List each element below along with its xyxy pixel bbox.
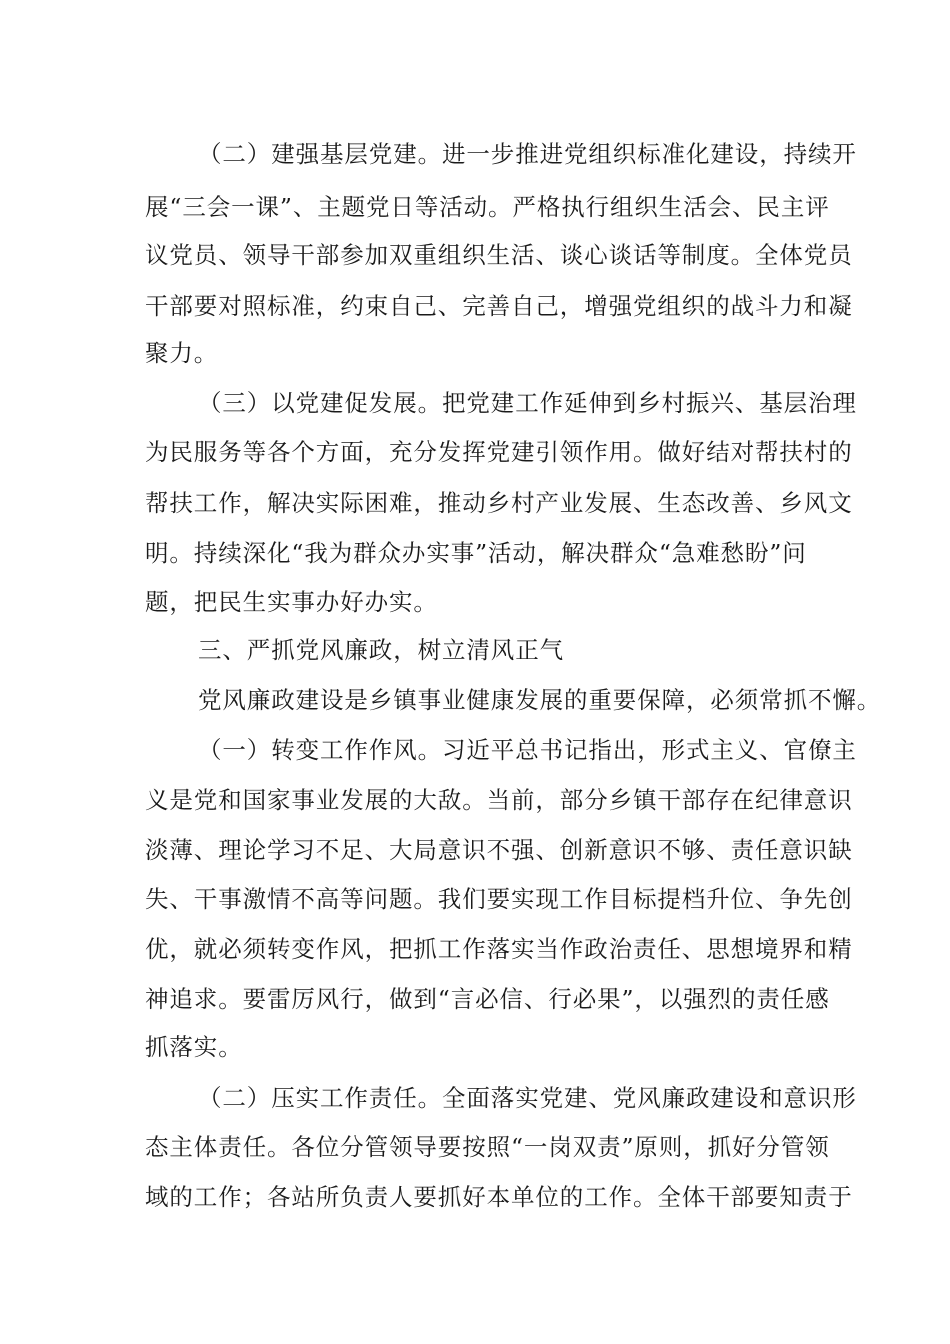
paragraph-line: （二）压实工作责任。全面落实党建、党风廉政建设和意识形	[198, 1084, 857, 1112]
paragraph-line: 明。持续深化“我为群众办实事”活动，解决群众“急难愁盼”问	[145, 539, 807, 567]
paragraph-line: （二）建强基层党建。进一步推进党组织标准化建设，持续开	[198, 140, 857, 168]
paragraph-line: 抓落实。	[145, 1033, 243, 1061]
paragraph-line: 议党员、领导干部参加双重组织生活、谈心谈话等制度。全体党员	[145, 241, 853, 269]
paragraph-line: 聚力。	[145, 339, 219, 367]
paragraph-line: （三）以党建促发展。把党建工作延伸到乡村振兴、基层治理	[198, 389, 857, 417]
paragraph-line: 淡薄、理论学习不足、大局意识不强、创新意识不够、责任意识缺	[145, 836, 853, 864]
paragraph-line: （一）转变工作作风。习近平总书记指出，形式主义、官僚主	[198, 736, 857, 764]
paragraph-line: 义是党和国家事业发展的大敌。当前，部分乡镇干部存在纪律意识	[145, 786, 853, 814]
paragraph-line: 神追求。要雷厉风行，做到“言必信、行必果”，以强烈的责任感	[145, 985, 830, 1013]
paragraph-line: 域的工作；各站所负责人要抓好本单位的工作。全体干部要知责于	[145, 1183, 853, 1211]
paragraph-line: 干部要对照标准，约束自己、完善自己，增强党组织的战斗力和凝	[145, 292, 853, 320]
paragraph-line: 优，就必须转变作风，把抓工作落实当作政治责任、思想境界和精	[145, 935, 853, 963]
paragraph-line: 展“三会一课”、主题党日等活动。严格执行组织生活会、民主评	[145, 193, 830, 221]
paragraph-line: 党风廉政建设是乡镇事业健康发展的重要保障，必须常抓不懈。	[198, 686, 882, 714]
paragraph-line: 失、干事激情不高等问题。我们要实现工作目标提档升位、争先创	[145, 885, 853, 913]
section-heading: 三、严抓党风廉政，树立清风正气	[198, 636, 564, 664]
paragraph-line: 帮扶工作，解决实际困难，推动乡村产业发展、生态改善、乡风文	[145, 489, 853, 517]
paragraph-line: 态主体责任。各位分管领导要按照“一岗双责”原则，抓好分管领	[145, 1133, 830, 1161]
paragraph-line: 为民服务等各个方面，充分发挥党建引领作用。做好结对帮扶村的	[145, 438, 853, 466]
paragraph-line: 题，把民生实事办好办实。	[145, 588, 438, 616]
